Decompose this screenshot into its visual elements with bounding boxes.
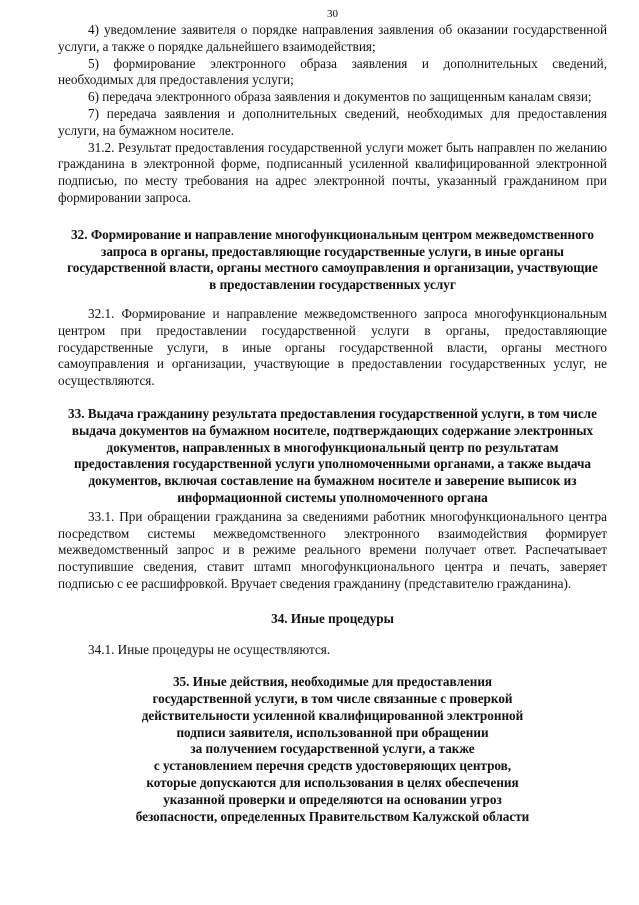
list-item-4: 4) уведомление заявителя о порядке направления заявления об оказании государственной услуги, а также о порядке дальнейшего взаимодействия;: [58, 22, 607, 54]
list-item-5: 5) формирование электронного образа заявления и дополнительных сведений, необходимых для предоставления услуги;: [58, 55, 607, 88]
section-heading-34: 34. Иные процедуры: [271, 610, 394, 626]
paragraph-31-2: 31.2. Результат предоставления государственной услуги может быть направлен по желанию гражданина в электронной форме, подписанный усиленной квалифицированной электронной подписью, по месту требования на адрес электронной почты, указанный гражданином при формировании запроса.: [58, 139, 607, 205]
heading-35-line: государственной услуги, в том числе связанные с проверкой: [152, 691, 513, 707]
heading-35-line: указанной проверки и определяются на основании угроз: [163, 791, 502, 807]
heading-35-line: за получением государственной услуги, а также: [190, 741, 475, 757]
heading-35-line: 35. Иные действия, необходимые для предоставления: [172, 674, 493, 690]
paragraph-34-1: 34.1. Иные процедуры не осуществляются.: [88, 641, 331, 657]
heading-35-line: с установлением перечня средств удостоверяющих центров,: [153, 758, 512, 774]
section-heading-33: 33. Выдача гражданину результата предоставления государственной услуги, в том числе выдача документов на бумажном носителе, подтверждающих содержание электронных документов, направленных в многофункциональный центр по результатам предоставления государственной услуги уполномоченными органами, а также выдача документов, включая составление на бумажном носителе и заверение выписок из информационной системы уполномоченного органа: [68, 405, 597, 505]
list-item-6: 6) передача электронного образа заявления и документов по защищенным каналам связи;: [88, 89, 592, 105]
paragraph-32-1: 32.1. Формирование и направление межведомственного запроса многофункциональным центром при предоставлении государственной услуги в органы, предоставляющие государственные услуги, в иные органы государственной власти, органы местного самоуправления и организации, участвующие в предоставлении государственных услуг, не осуществляются.: [58, 305, 607, 389]
page-number: 30: [327, 8, 338, 20]
section-heading-32: 32. Формирование и направление многофункциональным центром межведомственного запроса в органы, предоставляющие государственные услуги, в иные органы государственной власти, органы местного самоуправления и организации, участвующие в предоставлении государственных услуг: [67, 226, 598, 293]
heading-35-line: действительности усиленной квалифицированной электронной: [141, 707, 524, 723]
heading-35-line: подписи заявителя, использованной при обращении: [176, 724, 489, 740]
heading-35-line: которые допускаются для использования в целях обеспечения: [146, 775, 519, 791]
list-item-7: 7) передача заявления и дополнительных сведений, необходимых для предоставления услуги, на бумажном носителе.: [58, 105, 607, 138]
heading-35-line: безопасности, определенных Правительством Калужской области: [135, 808, 530, 824]
paragraph-33-1: 33.1. При обращении гражданина за сведениями работник многофункционального центра посредством системы межведомственного электронного взаимодействия формирует межведомственный запрос и в режиме реального времени получает ответ. Распечатывает поступившие сведения, ставит штамп многофункционального центра и печать, заверяет подписью с ее расшифровкой. Вручает сведения гражданину (представителю гражданина).: [58, 508, 607, 591]
section-heading-35: [58, 674, 607, 825]
